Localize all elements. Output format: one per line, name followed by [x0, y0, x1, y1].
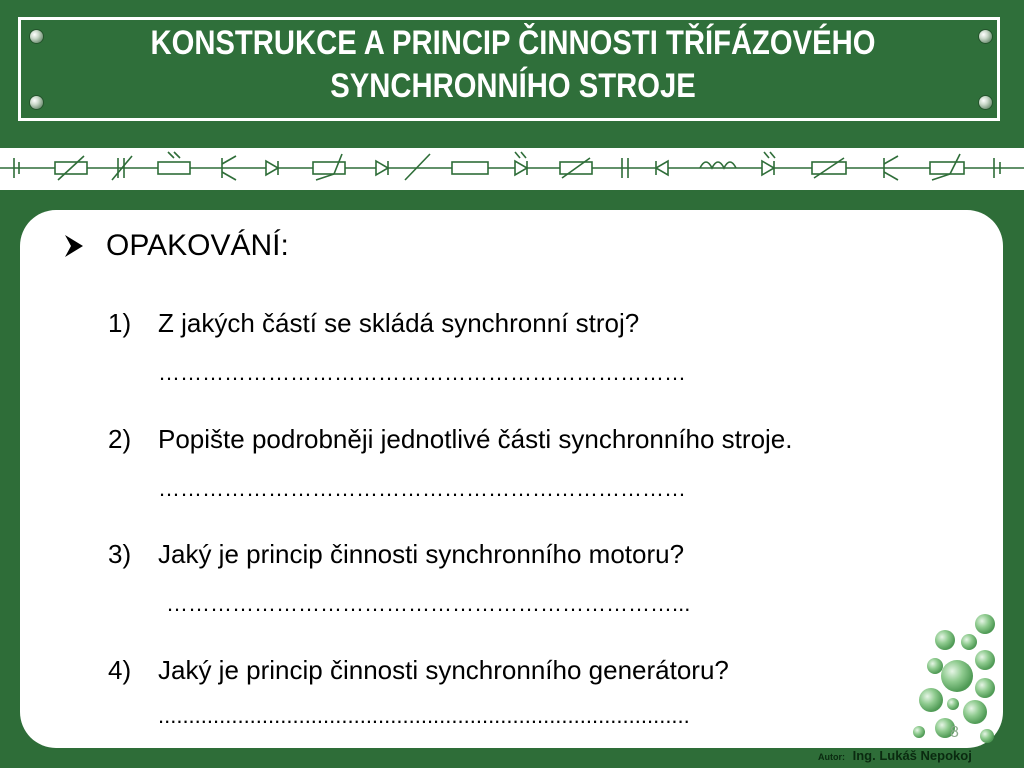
circuit-symbols-strip: [0, 148, 1024, 190]
circuit-symbols-icon: [0, 148, 1024, 190]
answer-dots: ………………………………………………………………: [158, 360, 686, 385]
author-name: Ing. Lukáš Nepokoj: [852, 748, 972, 763]
question-text: Z jakých částí se skládá synchronní stroj?: [158, 308, 640, 338]
question-number: 1): [108, 308, 132, 338]
question-text: Jaký je princip činnosti synchronního motoru?: [158, 539, 685, 569]
arrow-bullet-icon: [63, 233, 85, 259]
answer-dots: ……………………………………………………………...: [166, 591, 691, 616]
answer-dots: ………………………………………………………………: [158, 476, 686, 501]
section-heading: [63, 229, 289, 263]
heading-text: OPAKOVÁNÍ:: [106, 229, 289, 262]
title-line-1: KONSTRUKCE A PRINCIP ČINNOSTI TŘÍFÁZOVÉHO: [150, 24, 876, 62]
rivet-icon: [979, 30, 992, 43]
rivet-icon: [979, 96, 992, 109]
rivet-icon: [30, 30, 43, 43]
question-text: Jaký je princip činnosti synchronního generátoru?: [158, 655, 729, 685]
answer-dots: .......................................................................................: [158, 703, 690, 728]
question-number: 2): [108, 424, 132, 454]
page-number: 8: [950, 724, 959, 741]
title-line-2: SYNCHRONNÍHO STROJE: [330, 67, 696, 105]
question-number: 3): [108, 539, 132, 569]
question-number: 4): [108, 655, 132, 685]
author-label: Autor:: [818, 752, 845, 762]
header-bar: [0, 0, 1024, 148]
author-credit: [818, 748, 972, 763]
question-text: Popište podrobněji jednotlivé části synchronního stroje.: [158, 424, 793, 454]
rivet-icon: [30, 96, 43, 109]
page-title: [123, 22, 902, 108]
decorative-bubbles-icon: [905, 608, 1015, 748]
